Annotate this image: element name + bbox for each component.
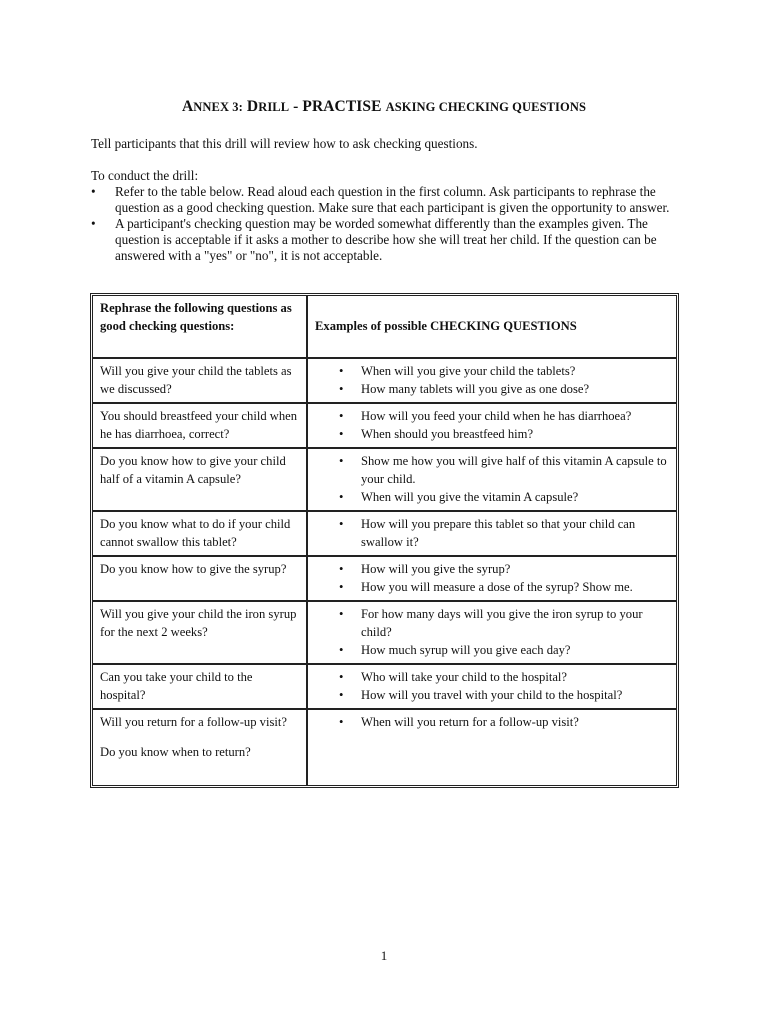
bullet-icon: • [339, 688, 344, 702]
example-item: • When will you give your child the tablets? [339, 364, 576, 378]
examples-cell [307, 664, 677, 709]
table-row [92, 358, 677, 403]
example-item: • How will you travel with your child to the hospital? [339, 688, 623, 702]
header-examples: Examples of possible CHECKING QUESTIONS [307, 295, 677, 358]
conduct-heading: To conduct the drill: [91, 168, 199, 183]
question-cell: Do you know how to give the syrup? [92, 556, 307, 601]
table-row [92, 664, 677, 709]
title-drill-initial: D [246, 98, 259, 115]
example-item: • When will you give the vitamin A capsule? [339, 490, 579, 504]
example-item: • How many tablets will you give as one dose? [339, 382, 590, 396]
title-annex-initial: A [181, 98, 194, 115]
example-item: • How you will measure a dose of the syrup? Show me. [339, 580, 633, 594]
question-cell [92, 709, 307, 786]
bullet-icon: • [339, 427, 344, 441]
bullet-icon: • [91, 216, 96, 231]
example-item: • For how many days will you give the iron syrup to your child? [339, 607, 643, 639]
question-cell: You should breastfeed your child when he has diarrhoea, correct? [92, 403, 307, 448]
table-row [92, 601, 677, 664]
question-cell: Will you give your child the iron syrup for the next 2 weeks? [92, 601, 307, 664]
title-practise: - PRACTISE [293, 98, 382, 115]
question-text: Will you return for a follow-up visit? [100, 715, 287, 729]
example-item: • How will you give the syrup? [339, 562, 511, 576]
table-row [92, 448, 677, 511]
example-item: • How much syrup will you give each day? [339, 643, 571, 657]
examples-cell [307, 511, 677, 556]
example-item: • When should you breastfeed him? [339, 427, 534, 441]
page-number: 1 [380, 948, 388, 963]
bullet-icon: • [339, 382, 344, 396]
bullet-icon: • [339, 562, 344, 576]
table-row [92, 709, 677, 786]
bullet-icon: • [339, 643, 344, 657]
examples-cell [307, 709, 677, 786]
bullet-icon: • [91, 184, 96, 199]
examples-cell [307, 403, 677, 448]
question-cell: Will you give your child the tablets as we discussed? [92, 358, 307, 403]
bullet-icon: • [339, 607, 344, 621]
example-item: • Show me how you will give half of this vitamin A capsule to your child. [339, 454, 667, 486]
title-tail: ASKING CHECKING QUESTIONS [385, 100, 587, 114]
bullet-icon: • [339, 715, 344, 729]
header-rephrase: Rephrase the following questions as good checking questions: [92, 295, 307, 358]
table-row [92, 403, 677, 448]
instruction-text: Refer to the table below. Read aloud each question in the first column. Ask participants to rephrase the question as a good checking question. Make sure that each participant is given the opportunity to answer. [115, 184, 670, 215]
bullet-icon: • [339, 580, 344, 594]
examples-cell [307, 448, 677, 511]
question-cell: Can you take your child to the hospital? [92, 664, 307, 709]
examples-cell [307, 556, 677, 601]
bullet-icon: • [339, 409, 344, 423]
checking-questions-table [90, 293, 679, 788]
instruction-item [91, 216, 691, 264]
question-cell: Do you know how to give your child half of a vitamin A capsule? [92, 448, 307, 511]
bullet-icon: • [339, 364, 344, 378]
page-title [0, 98, 768, 116]
examples-cell [307, 358, 677, 403]
instruction-item [91, 184, 691, 216]
table-header-row [92, 295, 677, 358]
bullet-icon: • [339, 454, 344, 468]
example-item: • How will you prepare this tablet so that your child can swallow it? [339, 517, 636, 549]
example-item: • How will you feed your child when he has diarrhoea? [339, 409, 632, 423]
instructions-list [91, 184, 691, 264]
examples-cell [307, 601, 677, 664]
intro-text: Tell participants that this drill will review how to ask checking questions. [91, 136, 478, 151]
question-cell: Do you know what to do if your child cannot swallow this tablet? [92, 511, 307, 556]
question-extra-text: Do you know when to return? [100, 745, 251, 759]
bullet-icon: • [339, 490, 344, 504]
instruction-text: A participant's checking question may be worded somewhat differently than the examples given. The question is acceptable if it asks a mother to describe how she will treat her child. If the question can be answered with a "yes" or "no", it is not acceptable. [115, 216, 657, 263]
table-row [92, 556, 677, 601]
example-item: • When will you return for a follow-up visit? [339, 715, 579, 729]
bullet-icon: • [339, 517, 344, 531]
table-row [92, 511, 677, 556]
title-drill-rest: RILL [258, 100, 290, 114]
bullet-icon: • [339, 670, 344, 684]
example-item: • Who will take your child to the hospital? [339, 670, 568, 684]
title-annex-rest: NNEX 3: [193, 100, 243, 114]
